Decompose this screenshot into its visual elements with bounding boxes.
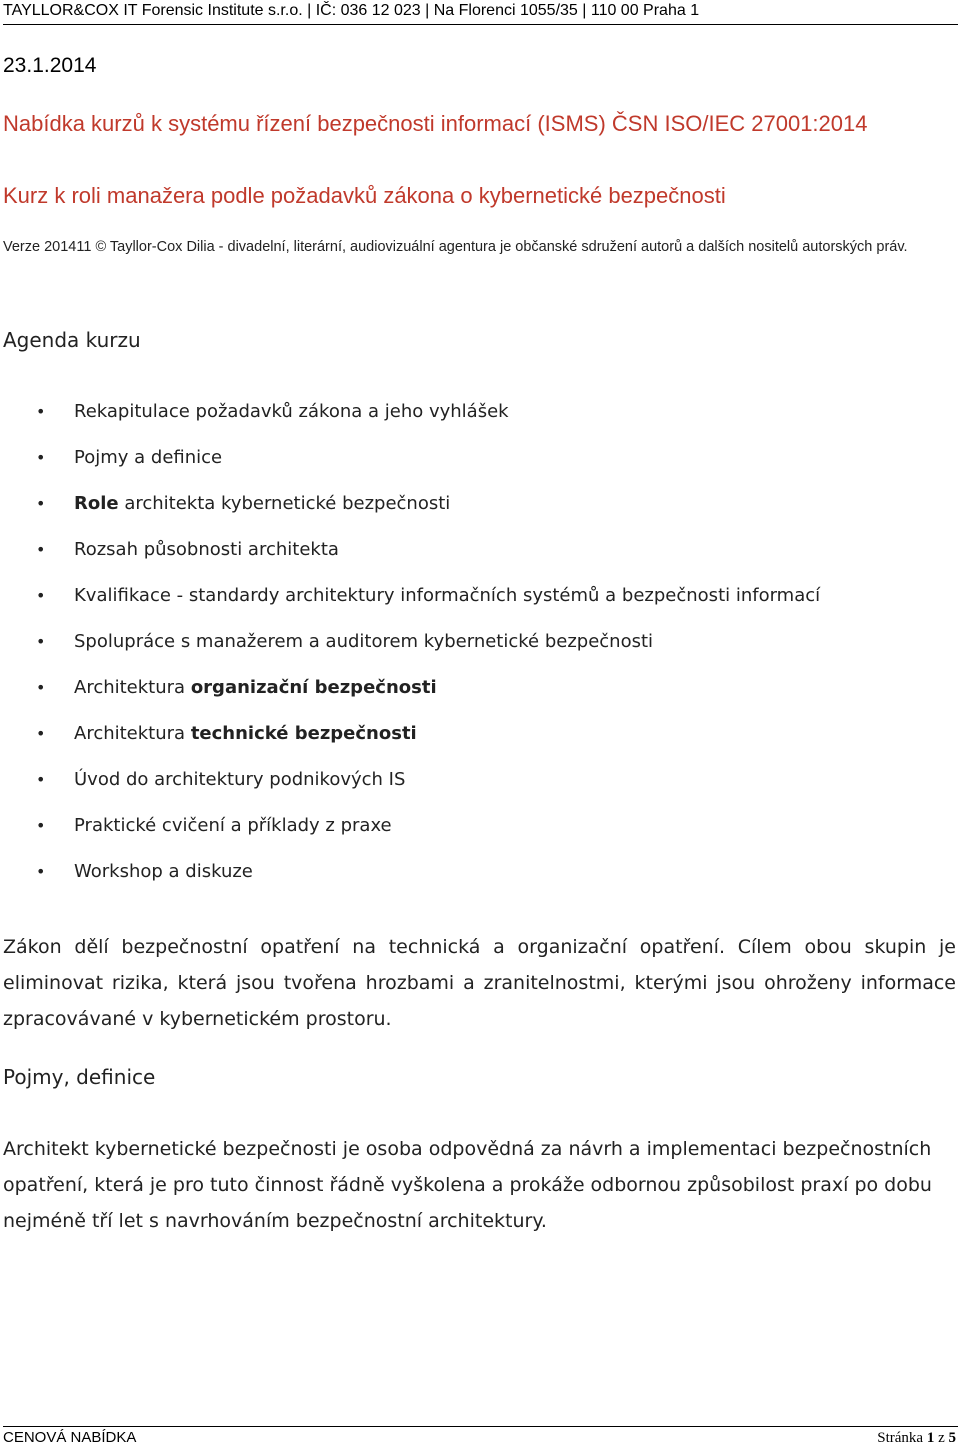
bullet-icon: • [36, 540, 46, 559]
agenda-item-bold: Role [74, 493, 119, 514]
agenda-item-bold: organizační bezpečnosti [190, 677, 437, 698]
agenda-item-pre: Architektura [74, 723, 191, 744]
agenda-item-post: Úvod do architektury podnikových IS [74, 769, 406, 790]
agenda-item [0, 446, 820, 492]
agenda-item [0, 768, 820, 814]
bullet-icon: • [36, 632, 46, 651]
page-total: 5 [948, 1430, 956, 1446]
agenda-heading: Agenda kurzu [3, 328, 141, 352]
agenda-item [0, 722, 820, 768]
agenda-item [0, 630, 820, 676]
document-title: Nabídka kurzů k systému řízení bezpečnosti informací (ISMS) ČSN ISO/IEC 27001:2014 [3, 111, 868, 136]
bullet-icon: • [36, 494, 46, 513]
agenda-item-post: Workshop a diskuze [74, 861, 253, 882]
paragraph-architekt: Architekt kybernetické bezpečnosti je osoba odpovědná za návrh a implementaci bezpečnostních opatření, která je pro tuto činnost řádně vyškolena a prokáže odbornou způsobilost praxí po dobu nejméně tří let s navrhováním bezpečnostní architektury. [3, 1138, 932, 1232]
page-current: 1 [926, 1430, 935, 1446]
version-line: Verze 201411 © Tayllor-Cox Dilia - divadelní, literární, audiovizuální agentura je občanské sdružení autorů a dalších nositelů autorských práv. [3, 239, 908, 255]
bullet-icon: • [36, 816, 46, 835]
page-header [3, 0, 958, 25]
agenda-item [0, 400, 820, 446]
footer-label: CENOVÁ NABÍDKA [3, 1429, 137, 1446]
agenda-item-post: Rekapitulace požadavků zákona a jeho vyhlášek [74, 401, 509, 422]
agenda-item [0, 492, 820, 538]
page-footer [3, 1426, 958, 1445]
agenda-item-post: Spolupráce s manažerem a auditorem kybernetické bezpečnosti [74, 631, 654, 652]
document-date: 23.1.2014 [3, 54, 97, 77]
agenda-list [0, 400, 820, 906]
agenda-item [0, 860, 820, 906]
agenda-item-post: architekta kybernetické bezpečnosti [118, 493, 451, 514]
agenda-item [0, 676, 820, 722]
agenda-item-bold: technické bezpečnosti [190, 723, 417, 744]
pojmy-heading: Pojmy, definice [3, 1065, 156, 1089]
page-number [877, 1427, 956, 1449]
page-word: Stránka [877, 1430, 924, 1446]
header-text: TAYLLOR&COX IT Forensic Institute s.r.o. | IČ: 036 12 023 | Na Florenci 1055/35 | 110 00 Praha 1 [3, 2, 700, 19]
bullet-icon: • [36, 862, 46, 881]
agenda-item [0, 584, 820, 630]
bullet-icon: • [36, 448, 46, 467]
agenda-item [0, 538, 820, 584]
bullet-icon: • [36, 402, 46, 421]
page-sep: z [938, 1430, 945, 1446]
paragraph-zakon: Zákon dělí bezpečnostní opatření na technická a organizační opatření. Cílem obou skupin je eliminovat rizika, která jsou tvořena hrozbami a zranitelnostmi, kterými jsou ohroženy informace zpracovávané v kybernetickém prostoru. [3, 936, 956, 1030]
bullet-icon: • [36, 724, 46, 743]
bullet-icon: • [36, 770, 46, 789]
document-subtitle: Kurz k roli manažera podle požadavků zákona o kybernetické bezpečnosti [3, 183, 726, 208]
agenda-item [0, 814, 820, 860]
agenda-item-post: Rozsah působnosti architekta [74, 539, 339, 560]
agenda-item-post: Pojmy a definice [74, 447, 223, 468]
agenda-item-post: Kvalifikace - standardy architektury informačních systémů a bezpečnosti informací [74, 585, 821, 606]
agenda-item-pre: Architektura [74, 677, 191, 698]
bullet-icon: • [36, 678, 46, 697]
bullet-icon: • [36, 586, 46, 605]
agenda-item-post: Praktické cvičení a příklady z praxe [74, 815, 392, 836]
